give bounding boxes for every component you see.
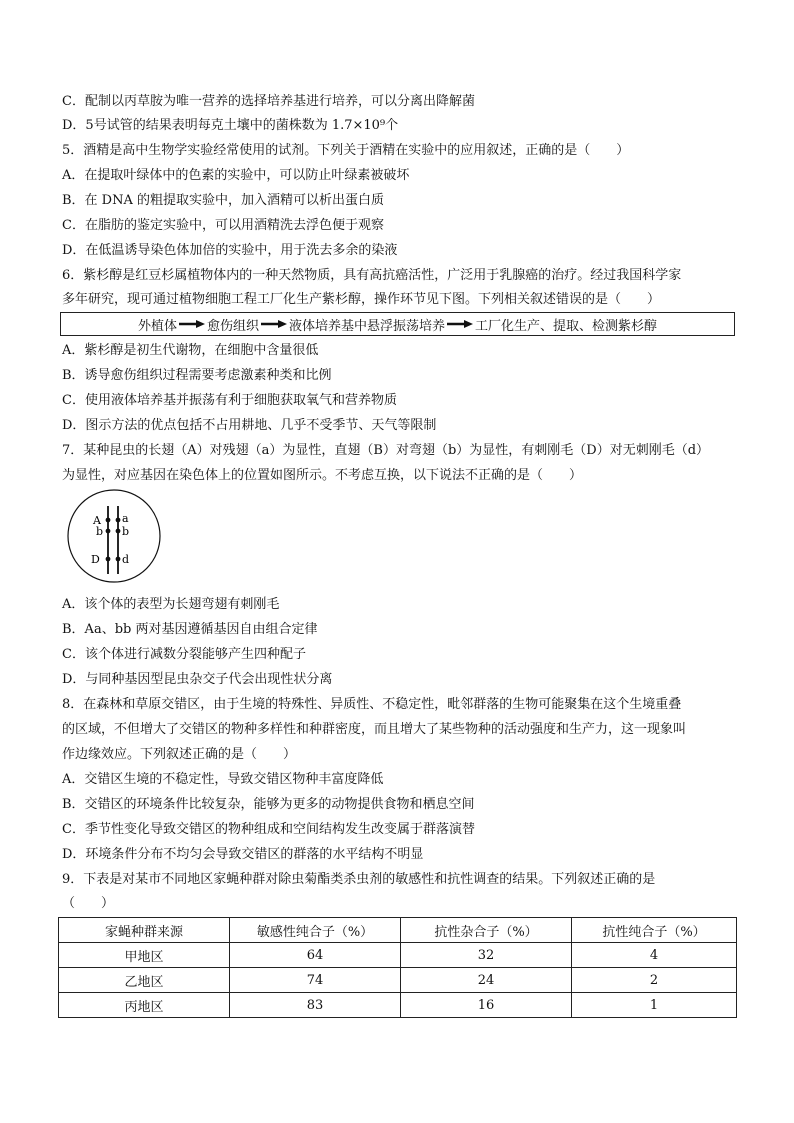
table-header-cell: 敏感性纯合子（%） [230, 918, 401, 943]
question-5-stem: 5．酒精是高中生物学实验经常使用的试剂。下列关于酒精在实验中的应用叙述，正确的是（ ） [62, 143, 630, 158]
table-cell: 74 [230, 968, 401, 993]
table-header-cell: 抗性纯合子（%） [572, 918, 737, 943]
question-9-stem: （ ） [62, 896, 115, 911]
flow-step: 愈伤组织 [206, 318, 259, 334]
gene-locus [116, 529, 121, 534]
survey-table [58, 917, 737, 1018]
gene-locus [106, 529, 111, 534]
table-header-cell: 家蝇种群来源 [59, 918, 230, 943]
question-8-stem: 8．在森林和草原交错区，由于生境的特殊性、异质性、不稳定性，毗邻群落的生物可能聚集在这个生境重叠 [62, 697, 682, 712]
table-row [59, 993, 737, 1018]
table-row [59, 943, 737, 968]
option-line: A．紫杉醇是初生代谢物，在细胞中含量很低 [62, 343, 319, 358]
table-cell: 4 [572, 943, 737, 968]
arrow-right-icon [179, 320, 205, 328]
option-line: B．诱导愈伤组织过程需要考虑激素种类和比例 [62, 368, 332, 383]
gene-label: d [122, 553, 130, 566]
gene-locus [116, 518, 121, 523]
table-cell: 24 [401, 968, 572, 993]
option-line: A．在提取叶绿体中的色素的实验中，可以防止叶绿素被破坏 [62, 168, 410, 183]
question-8-stem: 的区域，不但增大了交错区的物种多样性和种群密度，而且增大了某些物种的活动强度和生产力，这一现象叫 [62, 722, 687, 737]
option-line: A．该个体的表型为长翅弯翅有刺刚毛 [62, 597, 280, 612]
process-flow-box [60, 312, 735, 336]
table-cell: 16 [401, 993, 572, 1018]
gene-label: A [93, 514, 101, 527]
table-cell: 64 [230, 943, 401, 968]
option-line: D．与同种基因型昆虫杂交子代会出现性状分离 [62, 672, 333, 687]
arrow-right-icon [261, 320, 287, 328]
table-cell: 2 [572, 968, 737, 993]
option-line: C．在脂肪的鉴定实验中，可以用酒精洗去浮色便于观察 [62, 218, 384, 233]
gene-label: b [96, 525, 104, 538]
option-line: C．季节性变化导致交错区的物种组成和空间结构发生改变属于群落演替 [62, 822, 475, 837]
table-cell: 丙地区 [59, 993, 230, 1018]
option-line: A．交错区生境的不稳定性，导致交错区物种丰富度降低 [62, 772, 384, 787]
cell-outline [68, 490, 160, 582]
question-6-stem: 多年研究，现可通过植物细胞工程工厂化生产紫杉醇，操作环节见下图。下列相关叙述错误的是（ ） [62, 292, 661, 307]
text-line: C．配制以丙草胺为唯一营养的选择培养基进行培养，可以分离出降解菌 [62, 94, 475, 109]
arrow-right-icon [447, 320, 473, 328]
option-line: D．在低温诱导染色体加倍的实验中，用于洗去多余的染液 [62, 243, 398, 258]
option-line: D．环境条件分布不均匀会导致交错区的群落的水平结构不明显 [62, 847, 424, 862]
gene-locus [116, 557, 121, 562]
option-line: B．在 DNA 的粗提取实验中，加入酒精可以析出蛋白质 [62, 193, 385, 208]
option-line: B．交错区的环境条件比较复杂，能够为更多的动物提供食物和栖息空间 [62, 797, 475, 812]
question-7-stem: 为显性，对应基因在染色体上的位置如图所示。不考虑互换，以下说法不正确的是（ ） [62, 468, 583, 483]
flow-step: 液体培养基中悬浮振荡培养 [289, 318, 446, 334]
gene-label: b [122, 525, 130, 538]
gene-locus [106, 518, 111, 523]
flow-step: 外植体 [137, 318, 177, 334]
table-header-cell: 抗性杂合子（%） [401, 918, 572, 943]
gene-label: a [122, 512, 129, 525]
flow-step: 工厂化生产、提取、检测紫杉醇 [475, 318, 658, 334]
question-6-stem: 6．紫杉醇是红豆杉属植物体内的一种天然物质，具有高抗癌活性，广泛用于乳腺癌的治疗。经过我国科学家 [62, 268, 682, 283]
question-9-stem: 9．下表是对某市不同地区家蝇种群对除虫菊酯类杀虫剂的敏感性和抗性调查的结果。下列叙述正确的是 [62, 872, 656, 887]
table-cell: 1 [572, 993, 737, 1018]
option-line: B．Aa、bb 两对基因遵循基因自由组合定律 [62, 622, 318, 637]
table-cell: 乙地区 [59, 968, 230, 993]
table-cell: 32 [401, 943, 572, 968]
question-8-stem: 作边缘效应。下列叙述正确的是（ ） [62, 747, 297, 762]
table-header-row [59, 918, 737, 943]
option-line: C．该个体进行减数分裂能够产生四种配子 [62, 647, 306, 662]
option-line: D．图示方法的优点包括不占用耕地、几乎不受季节、天气等限制 [62, 418, 437, 433]
table-cell: 甲地区 [59, 943, 230, 968]
question-7-stem: 7．某种昆虫的长翅（A）对残翅（a）为显性，直翅（B）对弯翅（b）为显性，有刺刚毛（D）对无刺刚毛（d） [62, 443, 710, 458]
gene-label: D [91, 553, 100, 566]
text-line: D．5号试管的结果表明每克土壤中的菌株数为 1.7×10⁹个 [62, 118, 399, 133]
option-line: C．使用液体培养基并振荡有利于细胞获取氧气和营养物质 [62, 393, 397, 408]
table-row [59, 968, 737, 993]
gene-locus [106, 557, 111, 562]
chromosome-diagram [66, 488, 162, 584]
table-cell: 83 [230, 993, 401, 1018]
